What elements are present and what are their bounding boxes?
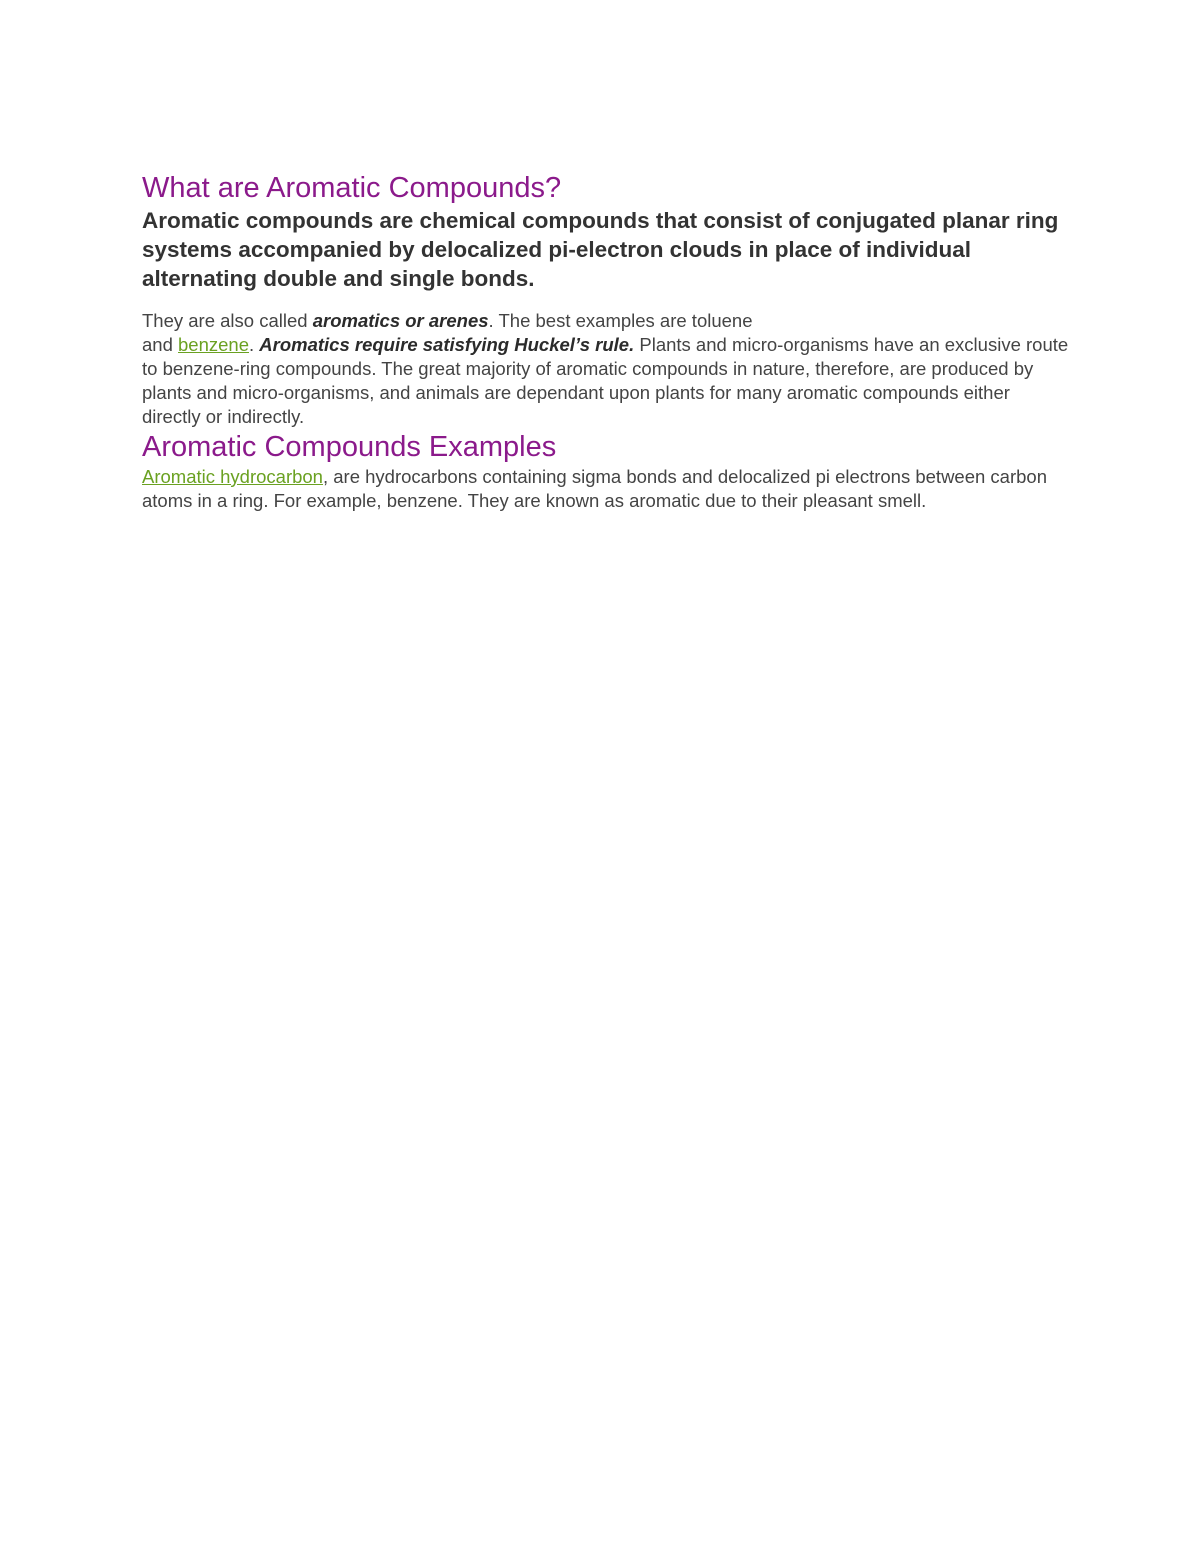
- paragraph-text: . The best examples are toluene: [488, 310, 753, 331]
- paragraph-text: Plants and micro-organisms have an exclusive route to benzene-ring compounds. The great majority of aromatic compounds in nature, therefore, are produced by plants and micro-organisms, and animals are dependant upon plants for many aromatic compounds either directly or indirectly.: [142, 334, 1069, 427]
- document-page: [142, 170, 1072, 513]
- aromatic-hydrocarbon-link[interactable]: Aromatic hydrocarbon: [142, 466, 323, 487]
- benzene-link[interactable]: benzene: [178, 334, 249, 355]
- paragraph-text: .: [249, 334, 260, 355]
- paragraph-text: They are also called: [142, 310, 313, 331]
- paragraph-text: , are hydrocarbons containing sigma bonds and delocalized pi electrons between carbon atoms in a ring. For example, benzene. They are known as aromatic due to their pleasant smell.: [142, 466, 1047, 511]
- heading-aromatic-compounds-examples: Aromatic Compounds Examples: [142, 431, 557, 463]
- paragraph-text: and: [142, 334, 179, 355]
- paragraph-aromatic-hydrocarbon: [142, 465, 1072, 513]
- heading-what-are-aromatic-compounds: What are Aromatic Compounds?: [142, 172, 562, 204]
- lead-definition: Aromatic compounds are chemical compounds that consist of conjugated planar ring systems accompanied by delocalized pi-electron clouds in place of individual alternating double and single bonds.: [142, 208, 1059, 291]
- emphasis-huckels-rule: Aromatics require satisfying Huckel’s rule.: [259, 334, 635, 355]
- emphasis-aromatics-or-arenes: aromatics or arenes: [312, 310, 489, 331]
- paragraph-aromatics-intro: [142, 309, 1072, 429]
